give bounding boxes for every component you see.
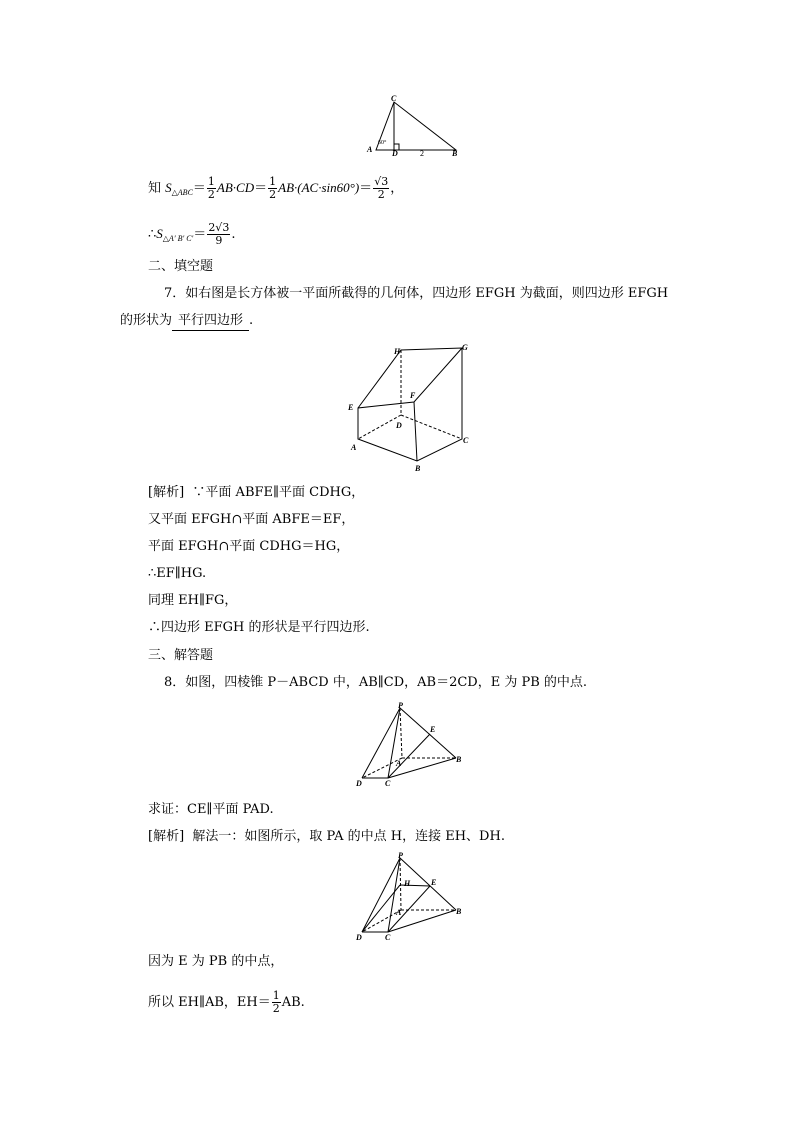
pyramid-with-midpoint-figure xyxy=(352,852,472,942)
fraction: $\frac{1}{2}$ xyxy=(269,175,277,201)
because-line: 因为 E 为 PB 的中点， xyxy=(148,954,284,969)
fig1-label-c: C xyxy=(391,94,397,103)
question-7-line-1: 7．如右图是长方体被一平面所截得的几何体，四边形 EFGH 为截面，则四边形 EFGH xyxy=(164,286,669,301)
fig1-label-d: D xyxy=(392,149,398,156)
fig2-label-e: E xyxy=(348,403,354,412)
solution-7-line-2: 又平面 EFGH∩平面 ABFE＝EF， xyxy=(148,512,355,527)
fig2-label-b: B xyxy=(415,464,421,473)
fig3-label-e: E xyxy=(430,725,436,734)
fraction: $\frac{1}{2}$ xyxy=(272,989,280,1015)
fig2-label-d: D xyxy=(396,421,402,430)
fig2-label-h: H xyxy=(394,347,401,356)
fig2-label-c: C xyxy=(463,436,469,445)
cut-box-figure xyxy=(344,340,474,474)
fraction: $\frac{√3}{2}$ xyxy=(374,175,389,201)
fig1-angle-label: 60° xyxy=(378,140,387,146)
solution-tag: [解析] xyxy=(148,485,185,500)
fig2-label-g: G xyxy=(462,343,468,352)
section-heading-2: 二、填空题 xyxy=(148,259,214,274)
solution-7-line-3: 平面 EFGH∩平面 CDHG＝HG， xyxy=(148,539,350,554)
result-formula-line: $\therefore S_{\triangle A' B' C'}=$ $\frac{2√3}{9}$ . xyxy=(148,221,236,247)
fig1-length-label: 2 xyxy=(420,149,424,156)
fig2-label-a: A xyxy=(351,443,357,452)
fig4-label-e: E xyxy=(431,878,437,887)
fig3-label-b: B xyxy=(456,755,462,764)
pyramid-figure xyxy=(352,702,472,790)
question-7-line-2: 的形状为 平行四边形 . xyxy=(120,312,253,331)
fig1-label-a: A xyxy=(367,145,373,154)
answer-blank: 平行四边形 xyxy=(172,312,249,331)
triangle-abc-figure xyxy=(362,94,462,156)
area-formula-line: 知 $S_{\triangle ABC}=$ $\frac{1}{2}$ AB·CD＝ $\frac{1}{2}$ AB·(AC·sin60°)＝ $\frac{√3}{2}$ ， xyxy=(148,175,404,201)
section-heading-3: 三、解答题 xyxy=(148,648,214,663)
solution-7-line-4: ∴EF∥HG. xyxy=(148,566,207,581)
so-line: 所以 EH∥AB，EH＝ $\frac{1}{2}$ AB. xyxy=(148,989,305,1015)
fig4-label-b: B xyxy=(456,907,462,916)
fig3-label-c: C xyxy=(385,779,391,788)
solution-7-line-5: 同理 EH∥FG， xyxy=(148,593,238,608)
fraction: $\frac{1}{2}$ xyxy=(207,175,215,201)
fig4-label-c: C xyxy=(385,933,391,942)
fig1-label-b: B xyxy=(452,149,458,156)
question-8-text: 8．如图，四棱锥 P－ABCD 中，AB∥CD，AB＝2CD，E 为 PB 的中点. xyxy=(164,675,588,690)
fig4-label-h: H xyxy=(404,879,411,888)
fig2-label-f: F xyxy=(410,391,416,400)
fraction: $\frac{2√3}{9}$ xyxy=(208,221,230,247)
fig3-label-a: A xyxy=(396,759,402,768)
fig3-label-p: P xyxy=(398,702,403,710)
fig4-label-d: D xyxy=(356,933,362,942)
solution-8-line-1: [解析] 解法一：如图所示，取 PA 的中点 H，连接 EH、DH. xyxy=(148,829,505,844)
prove-statement: 求证：CE∥平面 PAD. xyxy=(148,802,274,817)
solution-7-line-6: ∴四边形 EFGH 的形状是平行四边形. xyxy=(148,620,370,635)
fig4-label-p: P xyxy=(398,852,403,860)
solution-7-line-1: [解析] ∵平面 ABFE∥平面 CDHG， xyxy=(148,485,365,500)
fig4-label-a: A xyxy=(396,908,402,917)
solution-tag: [解析] xyxy=(148,829,185,844)
fig3-label-d: D xyxy=(356,779,362,788)
